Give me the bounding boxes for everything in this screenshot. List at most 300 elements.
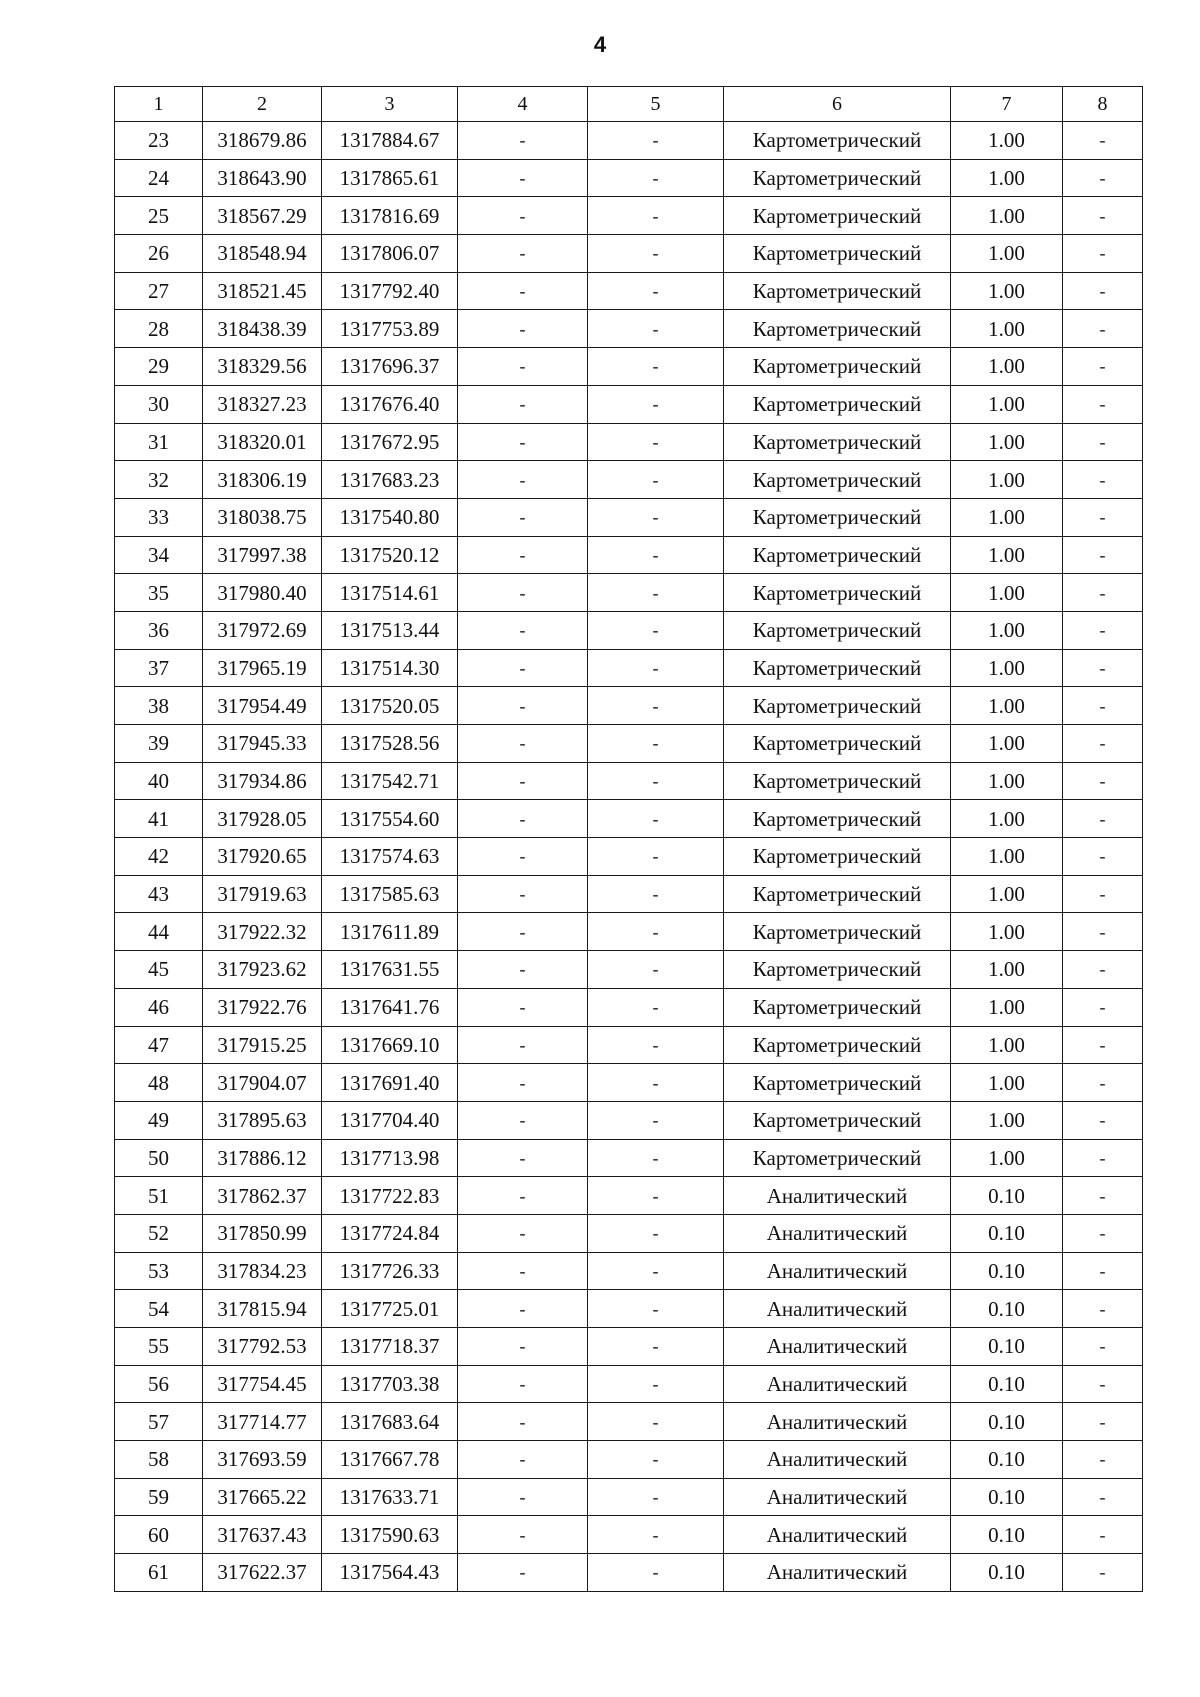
cell-col-8: -	[1063, 272, 1143, 310]
cell-point-number: 45	[115, 951, 203, 989]
cell-coord-y: 1317542.71	[322, 762, 458, 800]
cell-coord-x: 317637.43	[203, 1516, 322, 1554]
cell-accuracy: 0.10	[951, 1214, 1063, 1252]
column-header-1: 1	[115, 87, 203, 122]
cell-point-number: 35	[115, 574, 203, 612]
cell-accuracy: 1.00	[951, 1101, 1063, 1139]
cell-coord-x: 318327.23	[203, 385, 322, 423]
cell-col-4: -	[458, 1478, 588, 1516]
cell-col-4: -	[458, 159, 588, 197]
cell-col-5: -	[588, 122, 724, 160]
cell-coord-y: 1317691.40	[322, 1064, 458, 1102]
cell-accuracy: 1.00	[951, 951, 1063, 989]
cell-accuracy: 1.00	[951, 913, 1063, 951]
cell-coord-x: 317997.38	[203, 536, 322, 574]
table-row	[115, 649, 1143, 687]
cell-method: Картометрический	[724, 536, 951, 574]
page-number: 4	[593, 32, 607, 57]
cell-coord-x: 317965.19	[203, 649, 322, 687]
cell-accuracy: 0.10	[951, 1177, 1063, 1215]
table-row	[115, 423, 1143, 461]
cell-point-number: 48	[115, 1064, 203, 1102]
coordinates-table	[114, 86, 1143, 1592]
cell-accuracy: 0.10	[951, 1252, 1063, 1290]
cell-coord-y: 1317585.63	[322, 875, 458, 913]
cell-col-8: -	[1063, 1252, 1143, 1290]
cell-col-8: -	[1063, 122, 1143, 160]
cell-point-number: 30	[115, 385, 203, 423]
cell-col-4: -	[458, 1214, 588, 1252]
cell-point-number: 56	[115, 1365, 203, 1403]
cell-method: Картометрический	[724, 611, 951, 649]
cell-method: Картометрический	[724, 122, 951, 160]
table-row	[115, 762, 1143, 800]
cell-point-number: 39	[115, 725, 203, 763]
cell-col-4: -	[458, 310, 588, 348]
cell-col-5: -	[588, 159, 724, 197]
cell-accuracy: 0.10	[951, 1441, 1063, 1479]
table-row	[115, 838, 1143, 876]
cell-col-5: -	[588, 800, 724, 838]
cell-coord-y: 1317696.37	[322, 348, 458, 386]
cell-accuracy: 1.00	[951, 235, 1063, 273]
cell-point-number: 36	[115, 611, 203, 649]
cell-col-5: -	[588, 1214, 724, 1252]
cell-point-number: 42	[115, 838, 203, 876]
table-row	[115, 1252, 1143, 1290]
cell-coord-x: 317862.37	[203, 1177, 322, 1215]
cell-point-number: 60	[115, 1516, 203, 1554]
cell-accuracy: 0.10	[951, 1365, 1063, 1403]
cell-col-5: -	[588, 1064, 724, 1102]
cell-method: Картометрический	[724, 348, 951, 386]
cell-method: Аналитический	[724, 1177, 951, 1215]
table-header-row	[115, 87, 1143, 122]
cell-col-5: -	[588, 197, 724, 235]
cell-col-8: -	[1063, 988, 1143, 1026]
table-row	[115, 197, 1143, 235]
cell-col-8: -	[1063, 423, 1143, 461]
cell-coord-y: 1317865.61	[322, 159, 458, 197]
cell-coord-y: 1317683.23	[322, 461, 458, 499]
cell-coord-x: 317945.33	[203, 725, 322, 763]
cell-col-5: -	[588, 951, 724, 989]
table-row	[115, 1139, 1143, 1177]
cell-col-8: -	[1063, 800, 1143, 838]
cell-col-5: -	[588, 875, 724, 913]
cell-col-5: -	[588, 611, 724, 649]
column-header-5: 5	[588, 87, 724, 122]
column-header-6: 6	[724, 87, 951, 122]
cell-col-4: -	[458, 498, 588, 536]
cell-method: Картометрический	[724, 762, 951, 800]
cell-coord-y: 1317633.71	[322, 1478, 458, 1516]
cell-col-5: -	[588, 1403, 724, 1441]
cell-method: Аналитический	[724, 1214, 951, 1252]
cell-col-4: -	[458, 235, 588, 273]
cell-point-number: 28	[115, 310, 203, 348]
cell-col-8: -	[1063, 649, 1143, 687]
cell-coord-y: 1317725.01	[322, 1290, 458, 1328]
cell-accuracy: 1.00	[951, 574, 1063, 612]
cell-method: Картометрический	[724, 574, 951, 612]
cell-coord-y: 1317514.61	[322, 574, 458, 612]
table-row	[115, 498, 1143, 536]
cell-col-8: -	[1063, 235, 1143, 273]
cell-point-number: 44	[115, 913, 203, 951]
cell-point-number: 55	[115, 1328, 203, 1366]
cell-col-4: -	[458, 649, 588, 687]
cell-accuracy: 0.10	[951, 1516, 1063, 1554]
cell-accuracy: 1.00	[951, 348, 1063, 386]
cell-method: Картометрический	[724, 1139, 951, 1177]
cell-point-number: 41	[115, 800, 203, 838]
cell-coord-y: 1317540.80	[322, 498, 458, 536]
table-row	[115, 122, 1143, 160]
cell-point-number: 49	[115, 1101, 203, 1139]
cell-accuracy: 1.00	[951, 875, 1063, 913]
cell-col-4: -	[458, 122, 588, 160]
cell-col-4: -	[458, 1365, 588, 1403]
cell-point-number: 31	[115, 423, 203, 461]
cell-point-number: 24	[115, 159, 203, 197]
cell-point-number: 53	[115, 1252, 203, 1290]
cell-coord-x: 317972.69	[203, 611, 322, 649]
cell-coord-y: 1317574.63	[322, 838, 458, 876]
cell-col-8: -	[1063, 1064, 1143, 1102]
cell-col-5: -	[588, 1290, 724, 1328]
cell-col-5: -	[588, 1478, 724, 1516]
cell-coord-y: 1317590.63	[322, 1516, 458, 1554]
column-header-7: 7	[951, 87, 1063, 122]
cell-col-8: -	[1063, 197, 1143, 235]
cell-accuracy: 1.00	[951, 988, 1063, 1026]
cell-point-number: 40	[115, 762, 203, 800]
cell-coord-y: 1317554.60	[322, 800, 458, 838]
cell-method: Картометрический	[724, 272, 951, 310]
cell-col-5: -	[588, 498, 724, 536]
table-row	[115, 1365, 1143, 1403]
table-row	[115, 611, 1143, 649]
cell-col-4: -	[458, 1177, 588, 1215]
cell-col-5: -	[588, 1365, 724, 1403]
table-row	[115, 988, 1143, 1026]
cell-col-8: -	[1063, 1516, 1143, 1554]
cell-method: Аналитический	[724, 1403, 951, 1441]
cell-coord-y: 1317722.83	[322, 1177, 458, 1215]
cell-coord-y: 1317641.76	[322, 988, 458, 1026]
cell-coord-y: 1317683.64	[322, 1403, 458, 1441]
table-row	[115, 1478, 1143, 1516]
cell-col-4: -	[458, 1554, 588, 1592]
cell-col-8: -	[1063, 1290, 1143, 1328]
table-row	[115, 1328, 1143, 1366]
cell-col-5: -	[588, 762, 724, 800]
cell-col-5: -	[588, 1516, 724, 1554]
cell-col-8: -	[1063, 159, 1143, 197]
table-row	[115, 687, 1143, 725]
cell-col-8: -	[1063, 1365, 1143, 1403]
cell-coord-y: 1317528.56	[322, 725, 458, 763]
cell-accuracy: 1.00	[951, 649, 1063, 687]
cell-col-5: -	[588, 310, 724, 348]
cell-col-4: -	[458, 1064, 588, 1102]
cell-col-4: -	[458, 461, 588, 499]
cell-accuracy: 1.00	[951, 687, 1063, 725]
cell-col-8: -	[1063, 875, 1143, 913]
table-row	[115, 536, 1143, 574]
table-row	[115, 800, 1143, 838]
cell-coord-x: 318320.01	[203, 423, 322, 461]
cell-accuracy: 1.00	[951, 762, 1063, 800]
cell-col-4: -	[458, 385, 588, 423]
table-body	[115, 122, 1143, 1592]
cell-col-8: -	[1063, 1177, 1143, 1215]
cell-coord-x: 318548.94	[203, 235, 322, 273]
cell-coord-y: 1317520.12	[322, 536, 458, 574]
cell-col-4: -	[458, 574, 588, 612]
cell-col-5: -	[588, 838, 724, 876]
cell-col-8: -	[1063, 1478, 1143, 1516]
cell-accuracy: 1.00	[951, 122, 1063, 160]
table-row	[115, 159, 1143, 197]
cell-col-5: -	[588, 272, 724, 310]
cell-col-5: -	[588, 235, 724, 273]
cell-accuracy: 1.00	[951, 498, 1063, 536]
cell-col-5: -	[588, 1554, 724, 1592]
cell-point-number: 51	[115, 1177, 203, 1215]
cell-method: Картометрический	[724, 838, 951, 876]
cell-point-number: 34	[115, 536, 203, 574]
cell-col-4: -	[458, 536, 588, 574]
cell-col-4: -	[458, 1139, 588, 1177]
cell-accuracy: 1.00	[951, 800, 1063, 838]
cell-col-5: -	[588, 1252, 724, 1290]
cell-col-4: -	[458, 272, 588, 310]
cell-method: Картометрический	[724, 913, 951, 951]
cell-accuracy: 1.00	[951, 611, 1063, 649]
cell-coord-x: 317934.86	[203, 762, 322, 800]
cell-accuracy: 0.10	[951, 1478, 1063, 1516]
cell-coord-y: 1317676.40	[322, 385, 458, 423]
cell-col-4: -	[458, 1290, 588, 1328]
table-row	[115, 875, 1143, 913]
cell-col-8: -	[1063, 574, 1143, 612]
cell-accuracy: 1.00	[951, 197, 1063, 235]
cell-method: Картометрический	[724, 310, 951, 348]
cell-coord-y: 1317669.10	[322, 1026, 458, 1064]
cell-method: Картометрический	[724, 800, 951, 838]
cell-method: Картометрический	[724, 461, 951, 499]
cell-method: Картометрический	[724, 988, 951, 1026]
cell-coord-x: 318306.19	[203, 461, 322, 499]
cell-accuracy: 1.00	[951, 1026, 1063, 1064]
cell-col-8: -	[1063, 687, 1143, 725]
cell-coord-x: 317923.62	[203, 951, 322, 989]
table-row	[115, 1403, 1143, 1441]
cell-col-8: -	[1063, 1139, 1143, 1177]
cell-method: Картометрический	[724, 875, 951, 913]
cell-col-4: -	[458, 348, 588, 386]
cell-point-number: 50	[115, 1139, 203, 1177]
table-row	[115, 461, 1143, 499]
cell-point-number: 58	[115, 1441, 203, 1479]
cell-coord-x: 318521.45	[203, 272, 322, 310]
cell-col-8: -	[1063, 1214, 1143, 1252]
cell-accuracy: 1.00	[951, 272, 1063, 310]
cell-accuracy: 0.10	[951, 1403, 1063, 1441]
table-row	[115, 725, 1143, 763]
table-row	[115, 1101, 1143, 1139]
cell-coord-y: 1317884.67	[322, 122, 458, 160]
cell-method: Картометрический	[724, 1064, 951, 1102]
cell-accuracy: 1.00	[951, 536, 1063, 574]
cell-col-5: -	[588, 1441, 724, 1479]
cell-coord-x: 317850.99	[203, 1214, 322, 1252]
cell-point-number: 37	[115, 649, 203, 687]
cell-coord-y: 1317753.89	[322, 310, 458, 348]
cell-col-8: -	[1063, 310, 1143, 348]
cell-col-5: -	[588, 461, 724, 499]
cell-coord-y: 1317703.38	[322, 1365, 458, 1403]
cell-coord-y: 1317672.95	[322, 423, 458, 461]
table-row	[115, 1214, 1143, 1252]
cell-col-4: -	[458, 951, 588, 989]
cell-method: Аналитический	[724, 1252, 951, 1290]
cell-method: Картометрический	[724, 235, 951, 273]
cell-col-8: -	[1063, 838, 1143, 876]
cell-col-4: -	[458, 762, 588, 800]
cell-coord-x: 317928.05	[203, 800, 322, 838]
cell-accuracy: 1.00	[951, 385, 1063, 423]
cell-point-number: 27	[115, 272, 203, 310]
cell-coord-x: 317693.59	[203, 1441, 322, 1479]
cell-coord-y: 1317513.44	[322, 611, 458, 649]
column-header-4: 4	[458, 87, 588, 122]
cell-accuracy: 1.00	[951, 159, 1063, 197]
cell-col-4: -	[458, 197, 588, 235]
cell-col-5: -	[588, 536, 724, 574]
cell-point-number: 54	[115, 1290, 203, 1328]
cell-coord-y: 1317718.37	[322, 1328, 458, 1366]
cell-point-number: 25	[115, 197, 203, 235]
cell-coord-x: 317714.77	[203, 1403, 322, 1441]
cell-coord-y: 1317667.78	[322, 1441, 458, 1479]
cell-coord-y: 1317792.40	[322, 272, 458, 310]
cell-accuracy: 0.10	[951, 1554, 1063, 1592]
cell-col-4: -	[458, 1252, 588, 1290]
cell-accuracy: 0.10	[951, 1290, 1063, 1328]
cell-col-8: -	[1063, 1403, 1143, 1441]
cell-col-4: -	[458, 1516, 588, 1554]
cell-coord-x: 318567.29	[203, 197, 322, 235]
cell-accuracy: 1.00	[951, 725, 1063, 763]
cell-col-8: -	[1063, 951, 1143, 989]
cell-coord-y: 1317564.43	[322, 1554, 458, 1592]
cell-col-5: -	[588, 574, 724, 612]
cell-col-4: -	[458, 913, 588, 951]
cell-col-5: -	[588, 423, 724, 461]
cell-point-number: 32	[115, 461, 203, 499]
cell-coord-y: 1317520.05	[322, 687, 458, 725]
cell-coord-x: 317919.63	[203, 875, 322, 913]
cell-col-8: -	[1063, 725, 1143, 763]
cell-coord-x: 317922.32	[203, 913, 322, 951]
table-row	[115, 348, 1143, 386]
cell-col-8: -	[1063, 1554, 1143, 1592]
cell-coord-x: 317904.07	[203, 1064, 322, 1102]
cell-col-8: -	[1063, 536, 1143, 574]
cell-coord-x: 318679.86	[203, 122, 322, 160]
cell-col-4: -	[458, 1328, 588, 1366]
cell-accuracy: 1.00	[951, 423, 1063, 461]
cell-method: Аналитический	[724, 1516, 951, 1554]
cell-coord-x: 318643.90	[203, 159, 322, 197]
cell-point-number: 57	[115, 1403, 203, 1441]
cell-col-5: -	[588, 1026, 724, 1064]
cell-coord-x: 317954.49	[203, 687, 322, 725]
cell-coord-x: 318438.39	[203, 310, 322, 348]
cell-point-number: 46	[115, 988, 203, 1026]
cell-coord-x: 317886.12	[203, 1139, 322, 1177]
cell-col-8: -	[1063, 1101, 1143, 1139]
cell-col-5: -	[588, 348, 724, 386]
cell-coord-y: 1317806.07	[322, 235, 458, 273]
cell-col-5: -	[588, 1139, 724, 1177]
cell-col-4: -	[458, 611, 588, 649]
table-row	[115, 1441, 1143, 1479]
cell-method: Аналитический	[724, 1290, 951, 1328]
cell-method: Картометрический	[724, 498, 951, 536]
cell-coord-x: 317754.45	[203, 1365, 322, 1403]
cell-coord-x: 317980.40	[203, 574, 322, 612]
table-row	[115, 1177, 1143, 1215]
cell-col-8: -	[1063, 461, 1143, 499]
cell-method: Картометрический	[724, 687, 951, 725]
cell-method: Аналитический	[724, 1478, 951, 1516]
table-row	[115, 1516, 1143, 1554]
cell-method: Картометрический	[724, 951, 951, 989]
cell-col-4: -	[458, 423, 588, 461]
cell-coord-x: 317915.25	[203, 1026, 322, 1064]
cell-coord-y: 1317726.33	[322, 1252, 458, 1290]
cell-method: Картометрический	[724, 197, 951, 235]
cell-col-4: -	[458, 1026, 588, 1064]
cell-col-4: -	[458, 1441, 588, 1479]
cell-method: Картометрический	[724, 159, 951, 197]
cell-method: Картометрический	[724, 1101, 951, 1139]
cell-col-5: -	[588, 913, 724, 951]
cell-method: Аналитический	[724, 1441, 951, 1479]
cell-point-number: 38	[115, 687, 203, 725]
cell-coord-x: 317792.53	[203, 1328, 322, 1366]
column-header-8: 8	[1063, 87, 1143, 122]
cell-coord-x: 317815.94	[203, 1290, 322, 1328]
cell-coord-y: 1317816.69	[322, 197, 458, 235]
cell-point-number: 59	[115, 1478, 203, 1516]
cell-col-4: -	[458, 687, 588, 725]
cell-col-8: -	[1063, 611, 1143, 649]
cell-col-5: -	[588, 1177, 724, 1215]
cell-method: Картометрический	[724, 1026, 951, 1064]
cell-point-number: 29	[115, 348, 203, 386]
cell-col-5: -	[588, 725, 724, 763]
table-row	[115, 1026, 1143, 1064]
cell-coord-x: 317895.63	[203, 1101, 322, 1139]
cell-col-4: -	[458, 875, 588, 913]
cell-coord-x: 317622.37	[203, 1554, 322, 1592]
column-header-3: 3	[322, 87, 458, 122]
